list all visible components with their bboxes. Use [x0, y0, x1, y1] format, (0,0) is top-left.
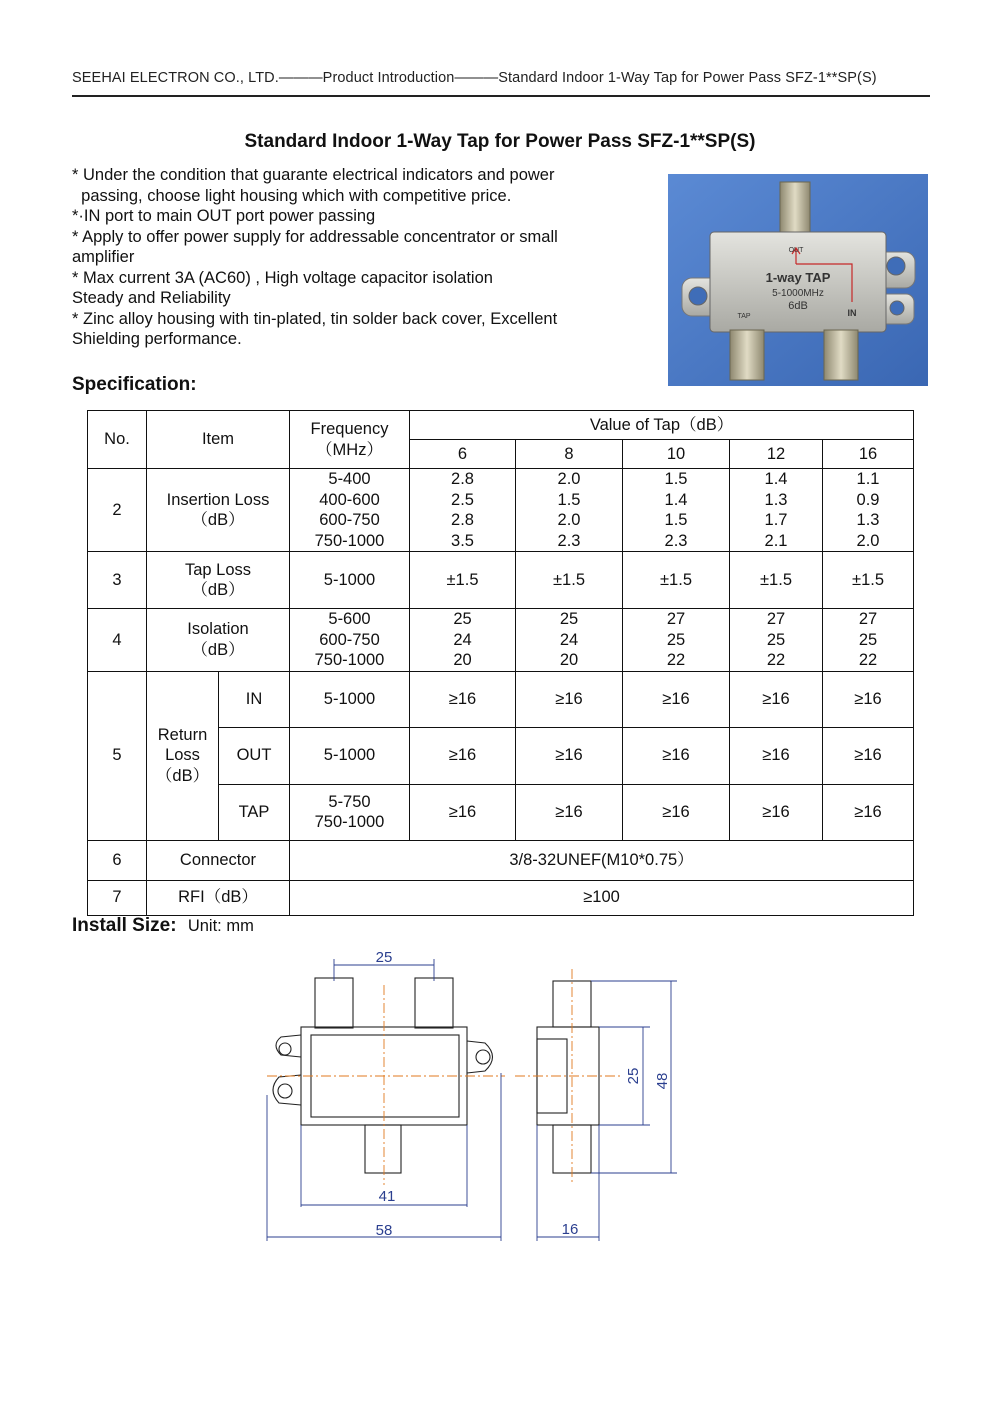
feature-line: *·IN port to main OUT port power passing [72, 207, 376, 225]
value-cell [410, 609, 516, 672]
cell-value: 2.3 [557, 531, 581, 550]
cell-value: 1.7 [764, 511, 788, 529]
mount-hole-icon [278, 1084, 292, 1098]
table-row-isolation [88, 609, 914, 672]
cell-value: 2.0 [557, 470, 581, 488]
row-item: Connector [147, 840, 290, 880]
mount-hole-icon [887, 257, 905, 275]
front-top-connector-right [415, 978, 453, 1028]
value-cell [730, 469, 823, 552]
feature-line: Steady and Reliability [72, 289, 231, 307]
cell-value: 2.8 [451, 470, 474, 488]
value-cell [823, 609, 914, 672]
front-ear-left-bottom [273, 1075, 301, 1105]
header-frequency-line: Frequency [310, 420, 389, 438]
col-header-no: No. [88, 411, 147, 469]
value-cell [516, 609, 623, 672]
cell-value: 25 [666, 630, 686, 649]
row-item [147, 469, 290, 552]
freq-value: 400-600 [319, 490, 380, 509]
value-cell: ≥16 [823, 784, 914, 840]
photo-label-freq: 5-1000MHz [772, 288, 824, 299]
row-no: 5 [88, 671, 147, 840]
value-cell [823, 469, 914, 552]
top-connector [780, 182, 810, 237]
dimension-label-side-inner: 25 [625, 1067, 642, 1085]
port-label: IN [219, 671, 290, 727]
freq-value: 750-1000 [314, 813, 385, 831]
cell-value: 25 [766, 630, 786, 649]
row-no: 4 [88, 609, 147, 672]
rfi-value: ≥100 [290, 880, 914, 915]
feature-line: * Max current 3A (AC60) , High voltage capacitor isolation [72, 268, 493, 287]
cell-value: 1.5 [557, 490, 581, 509]
value-cell: ≥16 [730, 784, 823, 840]
value-cell: ±1.5 [823, 552, 914, 609]
value-cell [516, 469, 623, 552]
cell-value: 1.1 [856, 470, 880, 488]
cell-value: 25 [453, 610, 472, 628]
value-cell: ≥16 [410, 727, 516, 784]
dimension-label-inner-width: 41 [378, 1188, 396, 1205]
page-header: SEEHAI ELECTRON CO., LTD.———Product Introduction———Standard Indoor 1-Way Tap for Power Pass SFZ-1**SP(S) [72, 70, 877, 86]
freq-value: 600-750 [319, 630, 380, 649]
table-row-rfi [88, 880, 914, 915]
freq-value: 5-400 [328, 470, 371, 488]
cell-value: 25 [858, 630, 878, 649]
dimension-label-side-depth: 16 [561, 1221, 579, 1238]
install-size-drawing [255, 945, 695, 1245]
spec-table [87, 410, 914, 916]
row-item [147, 609, 290, 672]
cell-value: 1.4 [764, 470, 788, 488]
dimension-label-top: 25 [375, 949, 393, 966]
feature-line: * Apply to offer power supply for addressable concentrator or small [72, 227, 558, 246]
row-no: 6 [88, 840, 147, 880]
install-size-heading [72, 915, 254, 937]
feature-line: * Under the condition that guarante electrical indicators and power [72, 166, 555, 184]
value-cell: ≥16 [823, 727, 914, 784]
table-row-tap-loss [88, 552, 914, 609]
cell-value: 1.3 [764, 490, 788, 509]
item-unit: （dB） [191, 511, 245, 529]
value-cell: ±1.5 [410, 552, 516, 609]
value-cell: ≥16 [516, 671, 623, 727]
item-unit: （dB） [155, 766, 210, 785]
photo-label-out: OUT [788, 247, 804, 254]
value-cell [623, 469, 730, 552]
photo-label-tap: TAP [737, 313, 751, 320]
cell-value: 1.3 [856, 511, 880, 529]
cell-value: 27 [766, 610, 786, 628]
value-cell: ±1.5 [516, 552, 623, 609]
row-frequency [290, 784, 410, 840]
row-item: RFI（dB） [147, 880, 290, 915]
mount-hole-icon [476, 1050, 490, 1064]
row-frequency: 5-1000 [290, 727, 410, 784]
row-item [147, 552, 290, 609]
row-no: 7 [88, 880, 147, 915]
cell-value: 1.5 [664, 470, 688, 488]
document-title: Standard Indoor 1-Way Tap for Power Pass SFZ-1**SP(S) [244, 131, 756, 152]
cell-value: 2.0 [856, 531, 880, 550]
install-size-unit: Unit: mm [187, 917, 254, 935]
cell-value: 24 [559, 630, 579, 649]
item-line: Insertion Loss [166, 490, 270, 509]
mount-hole-icon [890, 301, 904, 315]
feature-line: * Zinc alloy housing with tin-plated, tin solder back cover, Excellent [72, 309, 558, 328]
tap-header: 12 [730, 440, 823, 469]
cell-value: 1.4 [664, 490, 688, 509]
install-size-label: Install Size: [72, 915, 177, 936]
value-cell: ≥16 [516, 784, 623, 840]
front-bottom-connector [365, 1125, 401, 1173]
photo-label-in: IN [847, 308, 857, 318]
item-unit: （dB） [191, 640, 245, 659]
value-cell [410, 469, 516, 552]
value-cell: ≥16 [623, 784, 730, 840]
value-cell: ≥16 [823, 671, 914, 727]
in-connector [824, 330, 858, 380]
row-no: 2 [88, 469, 147, 552]
dimension-label-side-height: 48 [654, 1072, 671, 1090]
row-frequency: 5-1000 [290, 671, 410, 727]
freq-value: 5-750 [328, 792, 371, 811]
port-label: OUT [219, 727, 290, 784]
cell-value: 2.8 [451, 511, 474, 529]
cell-value: 22 [666, 651, 686, 669]
cell-value: 20 [453, 651, 472, 669]
table-row-insertion-loss [88, 469, 914, 552]
freq-value: 750-1000 [314, 531, 385, 550]
cell-value: 2.3 [664, 531, 688, 550]
col-header-item: Item [147, 411, 290, 469]
value-cell: ≥16 [730, 671, 823, 727]
header-rule [72, 95, 930, 97]
feature-line: amplifier [72, 248, 135, 266]
mount-hole-icon [689, 287, 707, 305]
front-ear-right [467, 1041, 493, 1073]
value-cell: ≥16 [410, 784, 516, 840]
row-frequency [290, 609, 410, 672]
tap-header: 6 [410, 440, 516, 469]
cell-value: 2.1 [764, 531, 788, 550]
value-cell: ≥16 [410, 671, 516, 727]
row-item [147, 671, 219, 840]
value-cell: ≥16 [623, 671, 730, 727]
freq-value: 600-750 [319, 511, 380, 529]
item-unit: （dB） [191, 581, 245, 599]
row-frequency [290, 469, 410, 552]
product-photo [668, 174, 928, 386]
feature-list [72, 165, 632, 350]
port-label: TAP [219, 784, 290, 840]
value-cell: ≥16 [623, 727, 730, 784]
front-top-connector-left [315, 978, 353, 1028]
table-row-connector [88, 840, 914, 880]
dimension-label-overall-width: 58 [375, 1222, 393, 1239]
value-cell: ≥16 [730, 727, 823, 784]
cell-value: 1.5 [664, 511, 688, 529]
item-line: Tap Loss [184, 560, 252, 579]
header-frequency-unit: （MHz） [316, 440, 383, 459]
photo-label-title: 1-way TAP [765, 270, 831, 285]
cell-value: 2.0 [557, 511, 581, 529]
value-cell: ±1.5 [730, 552, 823, 609]
tap-header: 10 [623, 440, 730, 469]
feature-line: Shielding performance. [72, 330, 242, 348]
header-row [88, 411, 914, 440]
cell-value: 22 [858, 651, 878, 669]
col-header-frequency [290, 411, 410, 469]
freq-value: 750-1000 [314, 651, 385, 669]
cell-value: 24 [453, 630, 472, 649]
value-cell: ≥16 [516, 727, 623, 784]
cell-value: 27 [858, 610, 878, 628]
mount-hole-icon [279, 1043, 291, 1055]
value-cell: ±1.5 [623, 552, 730, 609]
cell-value: 22 [766, 651, 786, 669]
cell-value: 0.9 [856, 490, 880, 509]
value-cell [623, 609, 730, 672]
item-line: Loss [165, 746, 200, 765]
item-line: Isolation [187, 620, 249, 639]
photo-label-db: 6dB [788, 300, 808, 312]
row-frequency: 5-1000 [290, 552, 410, 609]
freq-value: 5-600 [328, 610, 371, 628]
item-line: Return [157, 725, 208, 744]
value-cell [730, 609, 823, 672]
tap-connector [730, 330, 764, 380]
table-row-return-loss-in [88, 671, 914, 727]
cell-value: 27 [666, 610, 686, 628]
cell-value: 25 [559, 610, 579, 628]
feature-line: passing, choose light housing which with competitive price. [72, 186, 512, 205]
tap-header: 8 [516, 440, 623, 469]
row-no: 3 [88, 552, 147, 609]
tap-header: 16 [823, 440, 914, 469]
connector-value: 3/8-32UNEF(M10*0.75） [290, 840, 914, 880]
cell-value: 2.5 [451, 490, 474, 509]
col-header-value-of-tap: Value of Tap（dB） [410, 411, 914, 440]
cell-value: 3.5 [451, 531, 474, 550]
cell-value: 20 [559, 651, 579, 669]
spec-heading: Specification: [72, 374, 197, 395]
